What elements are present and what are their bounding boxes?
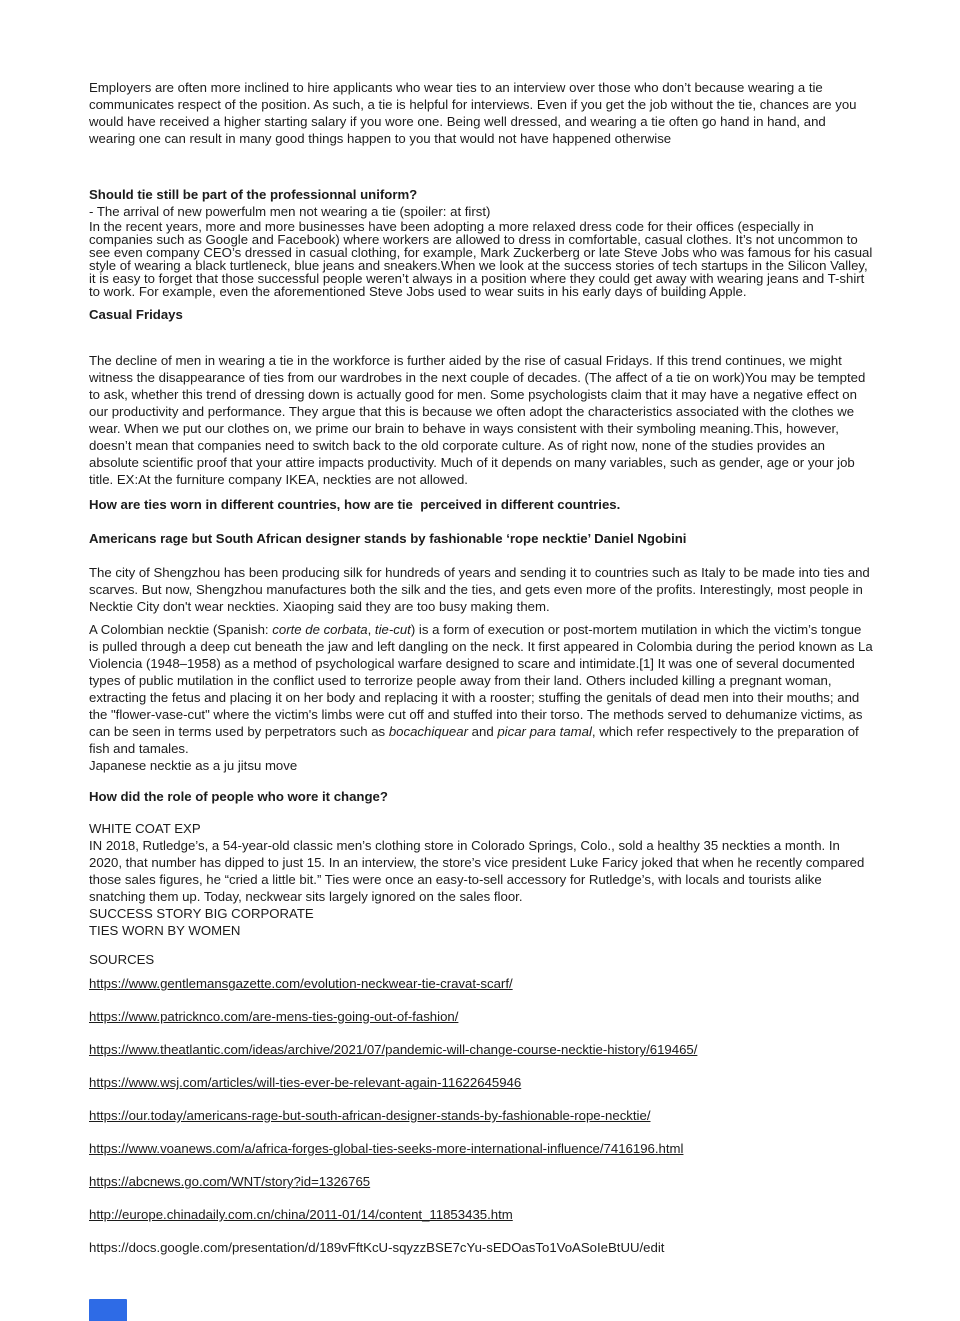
line-ties-worn-by-women: TIES WORN BY WOMEN (89, 923, 241, 938)
text-segment: ) is a form of execution or post-mortem mutilation in which the victim’s tongue is pulled through a deep cut beneath the jaw and left dangling on the neck. It first appeared in Colombia during the period known as La Violencia (1948–1958) as a method of psychological warfare designed to scare and intimidate.[1] It was one of several documented types of public mutilation in the conflict used to terrorize people away from their land. Others included killing a pregnant woman, extracting the fetus and placing it on her body and replacing it with a rooster; stuffing the genitals of dead men into their mouths; and the "flower-vase-cut" where the victim's limbs were cut off and stuffed into their torso. The methods served to dehumanize victims, as can be seen in terms used by perpetrators such as (89, 622, 873, 739)
line-japanese-necktie: Japanese necktie as a ju jitsu move (89, 758, 298, 773)
source-link-theatlantic[interactable]: https://www.theatlantic.com/ideas/archive/2021/07/pandemic-will-change-course-necktie-history/619465/ (89, 1042, 698, 1057)
text-segment-italic: picar para tamal (497, 724, 592, 739)
paragraph-shengzhou: The city of Shengzhou has been producing silk for hundreds of years and sending it to countries such as Italy to be made into ties and scarves. But now, Shengzhou manufactures both the silk and the ties, and gets even more of the profits. Interestingly, most people in Necktie City don't wear neckties. Xiaoping said they are too busy making them. (89, 565, 870, 614)
paragraph-casual-body: The decline of men in wearing a tie in the workforce is further aided by the rise of casual Fridays. If this trend continues, we might witness the disappearance of ties from our wardrobes in the next couple of decades. (The affect of a tie on work)You may be tempted to ask, whether this trend of dressing down is actually good for men. Some psychologists claim that it may have a negative effect on our productivity and performance. They argue that this is because we often adopt the characteristics associated with the clothes we wear. When we put our clothes on, we prime our brain to behave in ways consistent with their symboling meaning.This, however, doesn’t mean that companies need to switch back to the old corporate culture. As of right now, none of the studies provides an absolute scientific proof that your attire impacts productivity. Much of it depends on many variables, such as gender, age or your job title. EX:At the furniture company IKEA, neckties are not allowed. (89, 353, 866, 487)
text-segment-italic: corte de corbata (272, 622, 368, 637)
text-segment: A Colombian necktie (Spanish: (89, 622, 273, 637)
paragraph-colombian-necktie (89, 621, 873, 757)
text-segment: , (367, 622, 375, 637)
line-uniform-subtitle: - The arrival of new powerfulm men not wearing a tie (spoiler: at first) (89, 204, 491, 219)
text-segment-italic: bocachiquear (388, 724, 468, 739)
embedded-presentation-thumbnail[interactable] (89, 1299, 127, 1321)
paragraph-uniform-body: In the recent years, more and more businesses have been adopting a more relaxed dress code for their offices (especially in companies such as Google and Facebook) where workers are allowed to dress in comfortable, casual clothes. It’s not uncommon to see even company CEO’s dressed in casual clothing, for example, Mark Zuckerberg or late Steve Jobs who was famous for his casual style of wearing a black turtleneck, blue jeans and sneakers.When we look at the success stories of tech startups in the Silicon Valley, it is easy to forget that those successful people weren’t always in a position where they could get away with wearing jeans and T-shirt to work. For example, even the aforementioned Steve Jobs used to wear suits in his early days of building Apple. (89, 219, 873, 299)
text-segment: and (468, 724, 498, 739)
heading-americans-rage: Americans rage but South African designer stands by fashionable ‘rope necktie’ Daniel Ngobini (89, 531, 687, 546)
heading-sources: SOURCES (89, 952, 155, 967)
paragraph-rutledge: IN 2018, Rutledge’s, a 54-year-old classic men’s clothing store in Colorado Springs, Colo., sold a healthy 35 neckties a month. In 2020, that number has dipped to just 15. In an interview, the store’s vice president Luke Faricy joked that when he recently compared those sales figures, he “cried a little bit.” Ties were once an easy-to-sell accessory for Rutledge’s, with locals and tourists alike snatching them up. Today, neckwear sits largely ignored on the sales floor. (89, 838, 865, 904)
heading-role-change: How did the role of people who wore it change? (89, 789, 388, 804)
source-link-chinadaily[interactable]: http://europe.chinadaily.com.cn/china/2011-01/14/content_11853435.htm (89, 1207, 513, 1222)
source-link-google-presentation[interactable]: https://docs.google.com/presentation/d/189vFftKcU-sqyzzBSE7cYu-sEDOasTo1VoASoIeBtUU/edit (89, 1240, 665, 1255)
heading-casual-fridays: Casual Fridays (89, 307, 183, 322)
heading-ties-in-countries: How are ties worn in different countries, how are tie perceived in different countries. (89, 497, 621, 512)
source-links-list (89, 975, 873, 1256)
paragraph-intro: Employers are often more inclined to hire applicants who wear ties to an interview over those who don’t because wearing a tie communicates respect of the position. As such, a tie is helpful for interviews. Even if you get the job without the tie, chances are you would have received a higher starting salary if you wore one. Being well dressed, and wearing a tie often go hand in hand, and wearing one can result in many good things happen to you that would not have happened otherwise (89, 80, 857, 146)
document-content (89, 0, 873, 1272)
heading-professional-uniform: Should tie still be part of the professionnal uniform? (89, 187, 418, 202)
source-link-wsj[interactable]: https://www.wsj.com/articles/will-ties-ever-be-relevant-again-11622645946 (89, 1075, 522, 1090)
source-link-voanews[interactable]: https://www.voanews.com/a/africa-forges-global-ties-seeks-more-international-influence/7416196.html (89, 1141, 684, 1156)
source-link-patricknco[interactable]: https://www.patricknco.com/are-mens-ties-going-out-of-fashion/ (89, 1009, 459, 1024)
source-link-abcnews[interactable]: https://abcnews.go.com/WNT/story?id=1326765 (89, 1174, 371, 1189)
source-link-gentlemansgazette[interactable]: https://www.gentlemansgazette.com/evolution-neckwear-tie-cravat-scarf/ (89, 976, 513, 991)
text-segment-italic: tie-cut (374, 622, 411, 637)
line-white-coat-exp: WHITE COAT EXP (89, 821, 201, 836)
text-segment: , which refer respectively to the preparation of fish and tamales. (89, 724, 859, 756)
line-success-story: SUCCESS STORY BIG CORPORATE (89, 906, 314, 921)
source-link-our-today[interactable]: https://our.today/americans-rage-but-south-african-designer-stands-by-fashionable-rope-necktie/ (89, 1108, 651, 1123)
